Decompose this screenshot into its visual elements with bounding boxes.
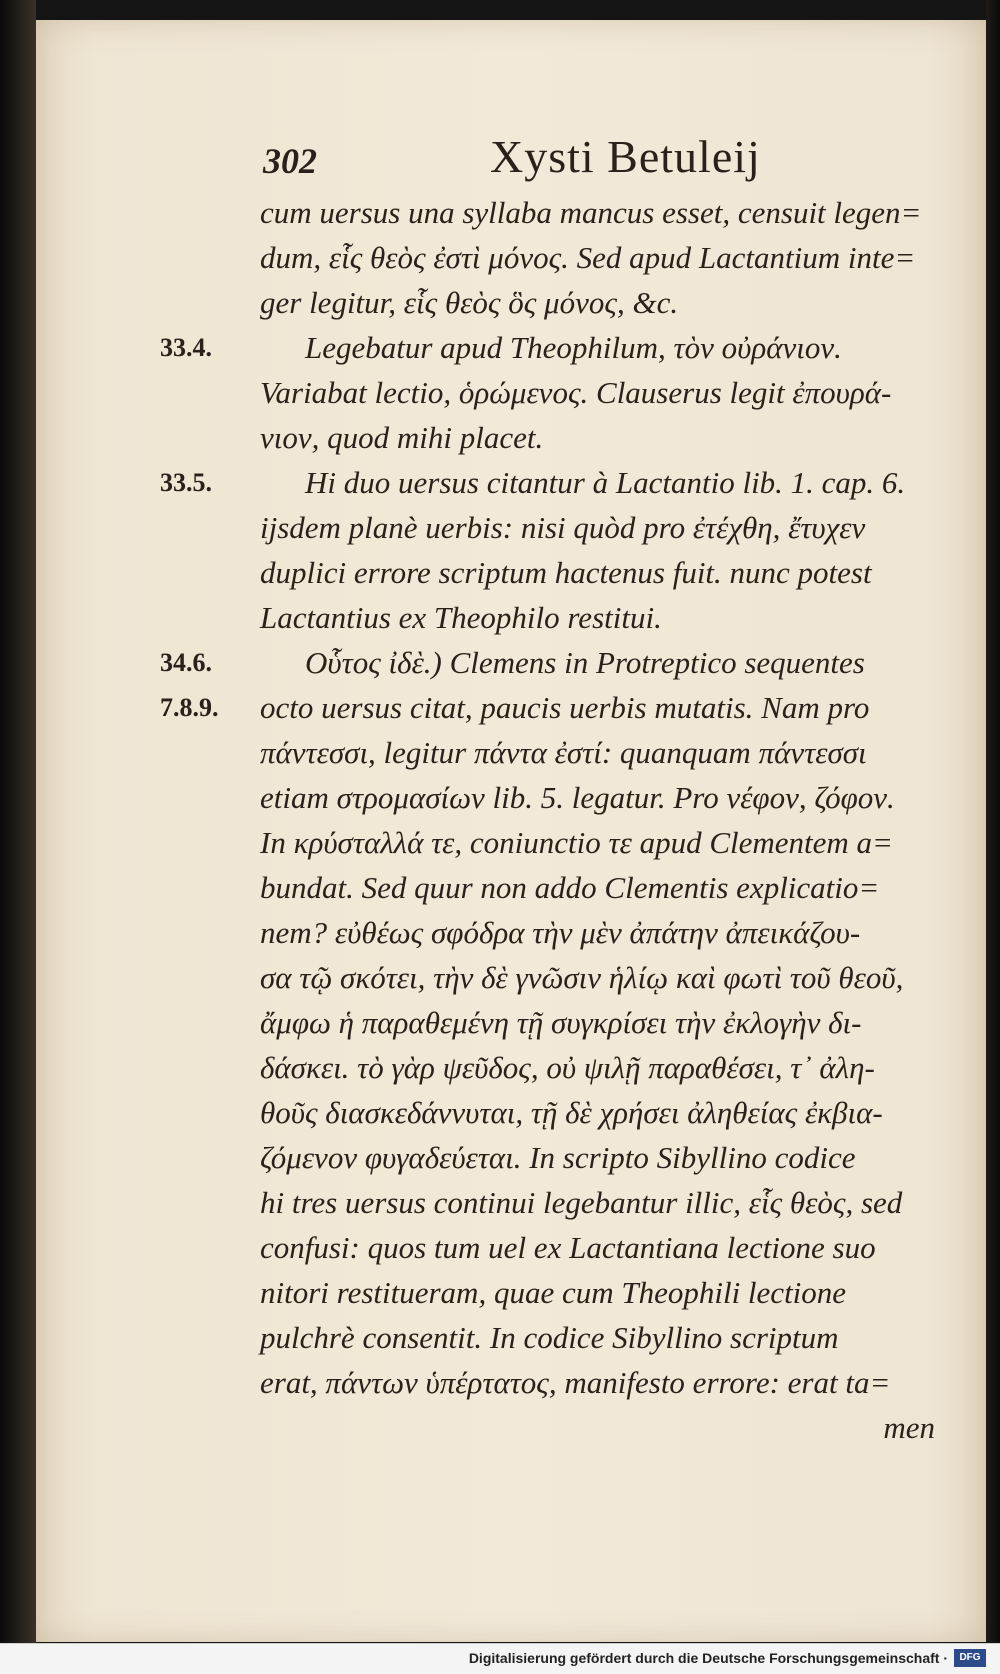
text-line [160, 460, 940, 505]
page-header [225, 130, 915, 192]
funding-notice: Digitalisierung gefördert durch die Deutsche Forschungsgemeinschaft · [468, 1650, 948, 1666]
line-text: hi tres uersus continui legebantur illic, εἷς θεὸς, sed [260, 1185, 903, 1220]
text-line [160, 595, 940, 640]
line-text: dum, εἷς θεὸς ἐστὶ μόνος. Sed apud Lactantium inte= [260, 240, 916, 275]
line-text: nem? εὐθέως σφόδρα τὴν μὲν ἀπάτην ἀπεικάζου- [260, 915, 861, 950]
line-text: etiam στρομασίων lib. 5. legatur. Pro νέφον, ζόφον. [260, 780, 895, 815]
text-line [160, 550, 940, 595]
text-line [160, 370, 940, 415]
line-text: bundat. Sed quur non addo Clementis explicatio= [260, 870, 880, 905]
text-line [160, 325, 940, 370]
line-text: cum uersus una syllaba mancus esset, censuit legen= [260, 195, 922, 230]
text-line [160, 1315, 940, 1360]
line-text: Lactantius ex Theophilo restitui. [260, 600, 662, 635]
line-text: octo uersus citat, paucis uerbis mutatis. Nam pro [260, 690, 870, 725]
line-text: σα τῷ σκότει, τὴν δὲ γνῶσιν ἡλίῳ καὶ φωτὶ τοῦ θεοῦ, [260, 960, 904, 995]
line-text: duplici errore scriptum hactenus fuit. nunc potest [260, 555, 872, 590]
text-line [160, 1360, 940, 1405]
text-line [160, 1270, 940, 1315]
text-line [160, 865, 940, 910]
margin-reference: 34.6. [160, 648, 212, 677]
text-line [160, 415, 940, 460]
text-line [160, 775, 940, 820]
text-line [160, 1135, 940, 1180]
text-line [160, 280, 940, 325]
text-line [160, 1180, 940, 1225]
text-line [160, 685, 940, 730]
line-text: Οὗτος ἰδὲ.) Clemens in Protreptico sequentes [305, 645, 865, 680]
dfg-logo-icon: DFG [954, 1649, 986, 1667]
text-line [160, 235, 940, 280]
line-text: Legebatur apud Theophilum, τὸν οὐράνιον. [305, 330, 842, 365]
line-text: νιον, quod mihi placet. [260, 420, 544, 455]
line-text: nitori restitueram, quae cum Theophili lectione [260, 1275, 847, 1310]
page-edge [986, 0, 1000, 1674]
text-line [160, 955, 940, 1000]
line-text: Variabat lectio, ὁρώμενος. Clauserus legit ἐπουρά- [260, 375, 892, 410]
margin-reference: 7.8.9. [160, 693, 219, 722]
line-text: pulchrè consentit. In codice Sibyllino scriptum [260, 1320, 839, 1355]
footer-bar [0, 1643, 1000, 1674]
page-number: 302 [263, 141, 317, 181]
text-line [160, 730, 940, 775]
line-text: Hi duo uersus citantur à Lactantio lib. 1. cap. 6. [305, 465, 906, 500]
margin-reference: 33.5. [160, 468, 212, 497]
line-text: ijsdem planè uerbis: nisi quòd pro ἐτέχθη, ἔτυχεν [260, 510, 866, 545]
line-text: δάσκει. τὸ γὰρ ψεῦδος, οὐ ψιλῇ παραθέσει, τ᾽ ἀλη- [260, 1050, 875, 1085]
line-text: erat, πάντων ὑπέρτατος, manifesto errore: erat ta= [260, 1365, 891, 1400]
line-text: confusi: quos tum uel ex Lactantiana lectione suo [260, 1230, 876, 1265]
text-line [160, 505, 940, 550]
line-text: ζόμενον φυγαδεύεται. In scripto Sibyllino codice [260, 1140, 856, 1175]
text-block [160, 190, 940, 1450]
line-text: θοῦς διασκεδάννυται, τῇ δὲ χρήσει ἀληθείας ἐκβια- [260, 1095, 883, 1130]
text-line [160, 190, 940, 235]
line-text: πάντεσσι, legitur πάντα ἐστί: quanquam πάντεσσι [260, 735, 867, 770]
book-binding [0, 0, 36, 1674]
line-text: ἄμφω ἡ παραθεμένη τῇ συγκρίσει τὴν ἐκλογὴν δι- [260, 1005, 862, 1040]
catchword: men [883, 1410, 935, 1445]
text-line [160, 1000, 940, 1045]
line-text: ger legitur, εἷς θεὸς ὃς μόνος, &c. [260, 285, 679, 320]
text-line [160, 820, 940, 865]
text-line [160, 1405, 940, 1450]
text-line [160, 910, 940, 955]
text-line [160, 1045, 940, 1090]
text-line [160, 1090, 940, 1135]
text-line [160, 640, 940, 685]
running-head: Xysti Betuleij [490, 131, 761, 182]
text-line [160, 1225, 940, 1270]
margin-reference: 33.4. [160, 333, 212, 362]
line-text: In κρύσταλλά τε, coniunctio τε apud Clementem a= [260, 825, 893, 860]
